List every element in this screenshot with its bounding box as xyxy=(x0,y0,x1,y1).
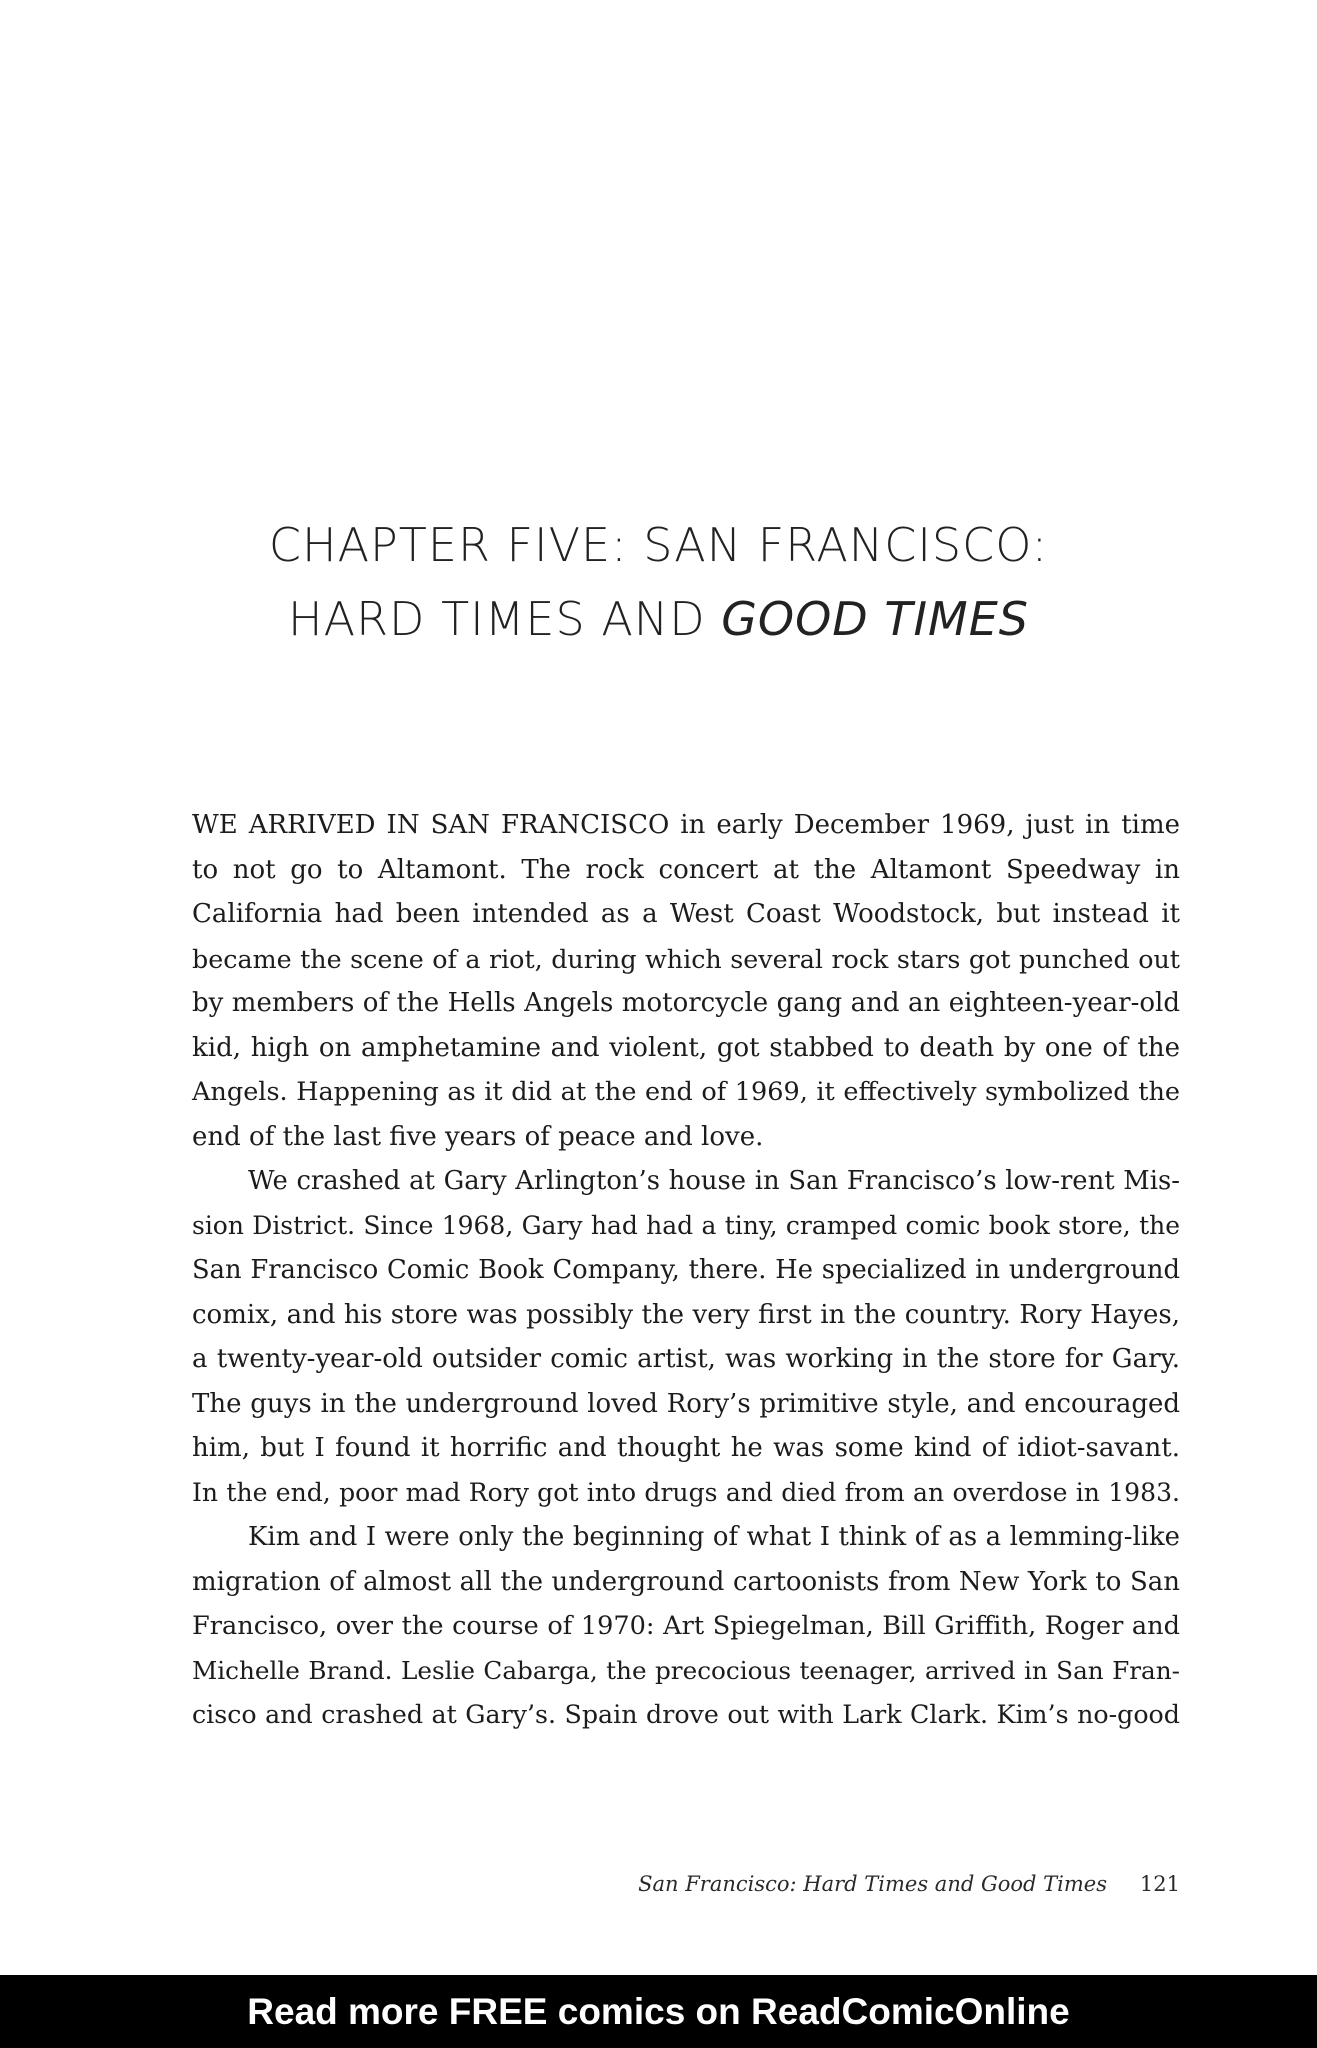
text-line: WE ARRIVED IN SAN FRANCISCO in early December 1969, just in time xyxy=(192,810,1180,840)
chapter-title xyxy=(0,508,1317,656)
text-line: Kim and I were only the beginning of what I think of as a lemming-like xyxy=(248,1522,1180,1552)
chapter-title-line-2-plain: HARD TIMES AND xyxy=(288,592,722,646)
text-line: comix, and his store was possibly the very first in the country. Rory Hayes, xyxy=(192,1299,1180,1330)
text-line: end of the last five years of peace and love. xyxy=(192,1121,764,1152)
page-number: 121 xyxy=(1139,1872,1180,1896)
chapter-title-line-2 xyxy=(0,582,1317,656)
running-footer xyxy=(192,1872,1180,1906)
text-line: became the scene of a riot, during which several rock stars got punched out xyxy=(192,943,1180,974)
text-line: by members of the Hells Angels motorcycle gang and an eighteen-year-old xyxy=(192,988,1180,1018)
text-line: to not go to Altamont. The rock concert at the Altamont Speedway in xyxy=(192,854,1180,885)
text-line: California had been intended as a West Coast Woodstock, but instead it xyxy=(192,899,1180,929)
text-line: cisco and crashed at Gary’s. Spain drove out with Lark Clark. Kim’s no-good xyxy=(192,1700,1180,1729)
running-title: San Francisco: Hard Times and Good Times xyxy=(638,1872,1107,1896)
text-line: Francisco, over the course of 1970: Art Spiegelman, Bill Griffith, Roger and xyxy=(192,1611,1180,1641)
promo-banner[interactable]: Read more FREE comics on ReadComicOnline xyxy=(0,1975,1317,2048)
text-line: sion District. Since 1968, Gary had had a tiny, cramped comic book store, the xyxy=(192,1210,1180,1240)
body-text xyxy=(192,803,1180,1738)
text-line: kid, high on amphetamine and violent, got stabbed to death by one of the xyxy=(192,1032,1180,1063)
text-line: a twenty-year-old outsider comic artist, was working in the store for Gary. xyxy=(192,1344,1180,1374)
text-line: San Francisco Comic Book Company, there. He specialized in underground xyxy=(192,1255,1180,1285)
chapter-title-line-2-italic: GOOD TIMES xyxy=(721,592,1029,646)
text-line: In the end, poor mad Rory got into drugs and died from an overdose in 1983. xyxy=(192,1477,1180,1507)
text-line: him, but I found it horrific and thought he was some kind of idiot-savant. xyxy=(192,1433,1180,1463)
text-line: Angels. Happening as it did at the end of 1969, it effectively symbolized the xyxy=(192,1077,1180,1107)
text-line: We crashed at Gary Arlington’s house in San Francisco’s low-rent Mis- xyxy=(248,1166,1180,1196)
chapter-title-line-1: CHAPTER FIVE: SAN FRANCISCO: xyxy=(268,518,1049,572)
text-line: The guys in the underground loved Rory’s primitive style, and encouraged xyxy=(192,1388,1180,1419)
text-line: migration of almost all the underground cartoonists from New York to San xyxy=(192,1566,1180,1597)
text-line: Michelle Brand. Leslie Cabarga, the precocious teenager, arrived in San Fran- xyxy=(192,1655,1180,1685)
